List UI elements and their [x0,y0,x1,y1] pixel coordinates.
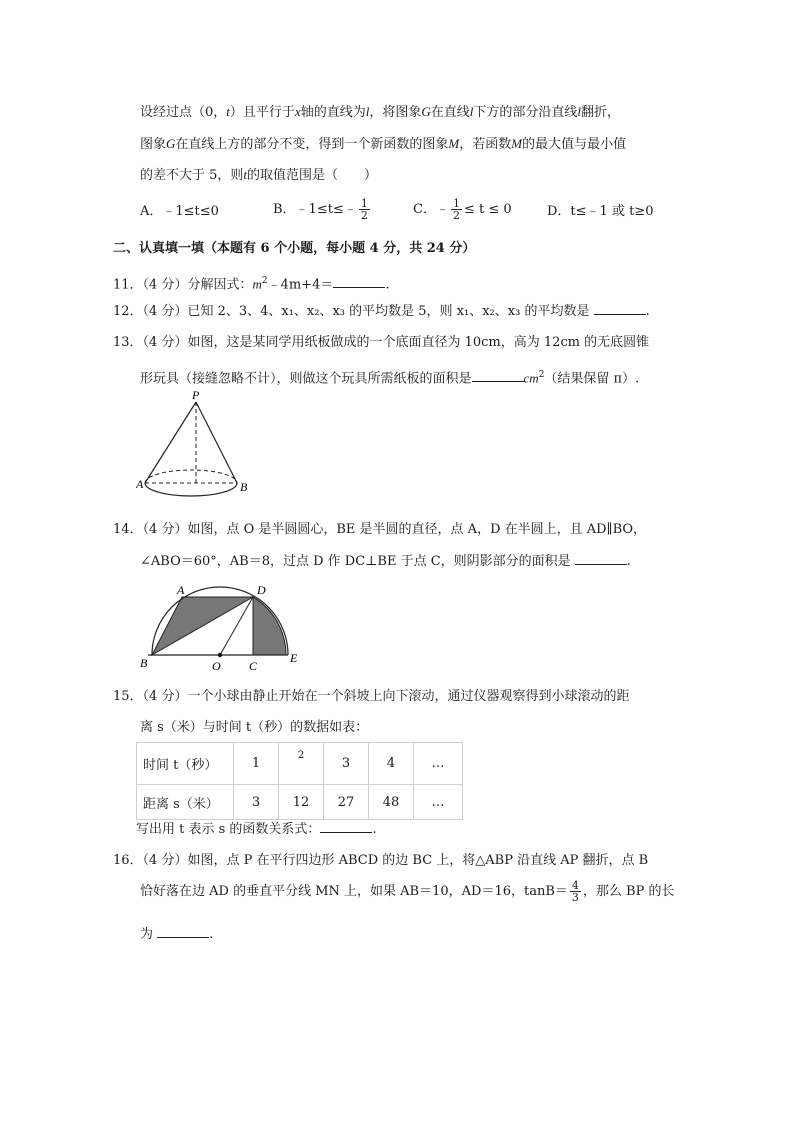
table-cell: 距离 s（米） [137,785,234,820]
cone-side-left [145,402,196,483]
fraction: $\frac{1}{2}$ [360,197,368,222]
q10-line1: 设经过点（0，t）且平行于x轴的直线为l，将图象G在直线l下方的部分沿直线l翻折， [140,104,621,120]
q10-line2: 图象G在直线上方的部分不变，得到一个新函数的图象M，若函数M的最大值与最小值 [140,136,627,152]
table-cell: … [414,743,463,785]
table-cell: 时间 t（秒） [137,743,234,785]
shaded-triangle [152,597,253,655]
semicircle-figure [136,582,336,674]
table-cell: 1 [234,743,279,785]
fraction: $\frac{4}{3}$ [571,879,579,904]
table-cell: 2 [279,743,324,785]
q12-text: 12．（4 分）已知 2、3、4、x₁、x₂、x₃ 的平均数是 5，则 x₁、x₂、x₃ 的平均数是 . [113,304,650,319]
q14-line2: ∠ABO＝60°，AB＝8，过点 D 作 DC⊥BE 于点 C，则阴影部分的面积是 . [140,554,631,569]
q10-line3: 的差不大于 5，则t的取值范围是（ ） [140,167,378,183]
label-c: C [249,659,258,673]
q10-option-a: A．﹣1≤t≤0 [140,204,219,219]
q10-option-c: C．﹣ $\frac{1}{2}$ ≤ t ≤ 0 [413,197,512,222]
cone-side-right [196,402,237,483]
section-title: 二、认真填一填（本题有 6 个小题，每小题 4 分，共 24 分） [113,241,476,256]
table-row [137,785,463,820]
q10-option-d: D．t≤﹣1 或 t≥0 [547,204,654,219]
table-cell: 4 [369,743,414,785]
answer-blank [320,820,372,833]
table-cell: 48 [369,785,414,820]
answer-blank [157,925,209,938]
table-cell: 12 [279,785,324,820]
label-o: O [212,659,221,673]
cone-figure [136,390,256,502]
q16-line3: 为 . [140,927,214,942]
data-table [136,742,463,820]
label-p: P [192,390,200,402]
fraction: $\frac{1}{2}$ [452,197,460,222]
q11-text: 11．（4 分）分解因式：$m^2﹣4m+4=$ . [113,276,390,293]
center-point [218,653,222,657]
table-cell: 3 [234,785,279,820]
label-a: A [136,477,144,491]
cone-base-back [145,470,237,483]
q16-line2: 恰好落在边 AD 的垂直平分线 MN 上，如果 AB＝10，AD＝16，tanB＝ $\frac{4}{3}$ ，那么 BP 的长 [140,879,675,904]
q16-line1: 16．（4 分）如图，点 P 在平行四边形 ABCD 的边 BC 上，将△ABP 沿直线 AP 翻折，点 B [113,853,649,868]
table-cell: … [414,785,463,820]
q15-ask: 写出用 t 表示 s 的函数关系式： . [136,822,377,837]
table-cell: 27 [324,785,369,820]
table-row [137,743,463,785]
q10-option-b: B．﹣1≤t≤﹣ $\frac{1}{2}$ [273,197,368,222]
answer-blank [333,275,385,288]
shaded-segment [253,597,286,655]
table-cell: 3 [324,743,369,785]
label-b: B [240,480,248,494]
q14-line1: 14．（4 分）如图，点 O 是半圆圆心，BE 是半圆的直径，点 A，D 在半圆上，且 AD∥BO， [113,522,647,537]
q13-line1: 13．（4 分）如图，这是某同学用纸板做成的一个底面直径为 10cm，高为 12cm 的无底圆锥 [113,335,650,350]
q13-line2: 形玩具（接缝忽略不计），则做这个玩具所需纸板的面积是 $cm^2$（结果保留 π）. [140,370,640,387]
label-a: A [177,583,185,597]
cone-base-front [145,483,237,496]
answer-blank [594,302,646,315]
label-b: B [140,656,148,670]
answer-blank [472,369,524,382]
q15-line1: 15．（4 分）一个小球由静止开始在一个斜坡上向下滚动，通过仪器观察得到小球滚动的距 [113,689,630,704]
q15-line2: 离 s（米）与时间 t（秒）的数据如表： [140,720,369,735]
answer-blank [575,552,627,565]
label-d: D [257,583,266,597]
label-e: E [290,651,298,665]
